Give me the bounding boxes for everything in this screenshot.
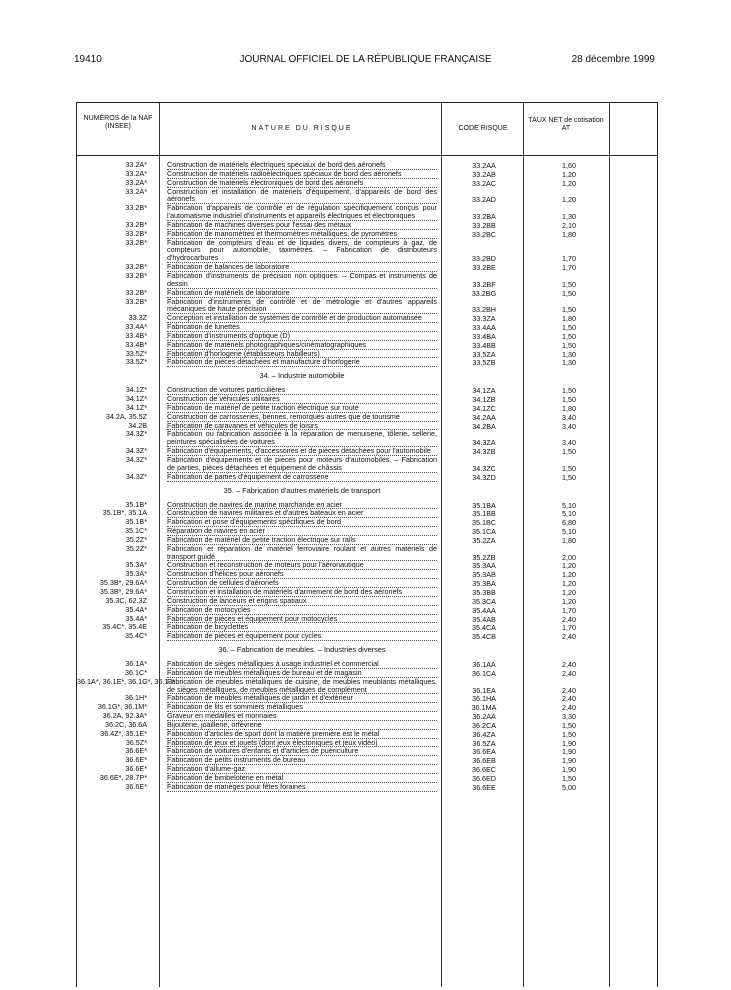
- table-row: [77, 395, 657, 404]
- rate-value: 6,80: [562, 518, 576, 528]
- table-row: [77, 386, 657, 395]
- table-row: [77, 588, 657, 597]
- risk-nature: Fabrication d'instruments de contrôle et de métrologie et d'autres appareils mécaniques de haute précision: [167, 296, 437, 314]
- table-row: [77, 774, 657, 783]
- table-row: [77, 597, 657, 606]
- table-row: [77, 606, 657, 615]
- risk-code: 33.2BB: [472, 220, 496, 230]
- risk-code: 36.6EC: [472, 765, 496, 775]
- rate-value: 3,40: [562, 438, 576, 448]
- naf-code: 33.2B*: [125, 237, 147, 247]
- rate-value: 1,50: [562, 729, 576, 739]
- risk-nature: Fabrication de bicyclettes: [167, 623, 437, 632]
- risk-nature: Construction de véhicules utilitaires: [167, 395, 437, 404]
- rate-value: 1,70: [562, 263, 576, 273]
- risk-nature: Fabrication et réparation de matériel ferroviaire roulant et autres matériels de transport guidé: [167, 543, 437, 561]
- risk-nature: Fabrication de motocycles: [167, 606, 437, 615]
- naf-code: 36.5Z*: [125, 737, 147, 747]
- risk-nature: Construction de carrosseries, bennes, remorques autres que de tourisme: [167, 413, 437, 422]
- table-row: [77, 615, 657, 624]
- table-row: [77, 204, 657, 221]
- risk-nature: Fabrication de meubles métalliques de jardin et d'extérieur: [167, 694, 437, 703]
- table-row: [77, 747, 657, 756]
- rate-value: 3,40: [562, 421, 576, 431]
- naf-code: 36.6E*: [125, 755, 147, 765]
- rate-value: 1,50: [562, 323, 576, 333]
- table-row: [77, 518, 657, 527]
- rate-value: 1,50: [562, 720, 576, 730]
- rate-value: 1,50: [562, 463, 576, 473]
- rate-value: 1,50: [562, 774, 576, 783]
- risk-code: 36.1AA: [472, 660, 496, 670]
- column-header-nature: NATURE DU RISQUE: [251, 125, 353, 132]
- rate-value: 1,20: [562, 596, 576, 606]
- rate-value: 5,10: [562, 527, 576, 537]
- risk-code: 33.2AC: [472, 178, 496, 188]
- naf-code: 35.4A*: [125, 604, 147, 614]
- table-row: [77, 561, 657, 570]
- risk-code: 33.2BA: [472, 212, 496, 222]
- naf-code: 33.5Z*: [125, 348, 147, 358]
- risk-code: 34.2AA: [472, 412, 496, 422]
- risk-nature: Fabrication et pose d'équipements spécifiques de bord: [167, 518, 437, 527]
- risk-code: 35.1BC: [472, 518, 496, 528]
- naf-code: 36.2C, 36.6A: [105, 719, 147, 729]
- rate-value: 1,50: [562, 340, 576, 350]
- risk-code: 33.4AA: [472, 323, 496, 333]
- rate-value: 1,20: [562, 570, 576, 580]
- risk-nature: Fabrication d'équipements et de pièces pour moteurs d'automobiles. – Fabrication de parties, pièces détachées et équipement de châssis: [167, 455, 437, 472]
- table-row: [77, 632, 657, 641]
- risk-code: 35.3CA: [472, 596, 496, 606]
- column-header-taux: TAUX NET de cotisation AT: [528, 117, 604, 132]
- naf-code: 35.3B*, 29.6A*: [99, 578, 147, 588]
- naf-code: 36.1A*: [125, 659, 147, 669]
- risk-nature: Fabrication de compteurs d'eau et de liquides divers, de compteurs à gaz, de compteurs pour automobile, taximètres. – Fabrication de distributeurs d'hydrocarbures: [167, 237, 437, 263]
- naf-code: 36.1H*: [125, 693, 147, 703]
- naf-code: 36.6E*: [125, 746, 147, 756]
- naf-code: 35.3A*: [125, 569, 147, 579]
- rate-value: 5,10: [562, 500, 576, 510]
- naf-code: 35.1B*, 35.1A: [102, 508, 147, 518]
- naf-code: 36.6E*: [125, 781, 147, 791]
- risk-code: 33.2BD: [472, 254, 496, 264]
- risk-nature: Construction de cellules d'aéronefs: [167, 579, 437, 588]
- risk-nature: Fabrication de bimbeloterie en métal: [167, 774, 437, 783]
- table-row: [77, 712, 657, 721]
- naf-code: 36.6E*: [125, 764, 147, 774]
- risk-nature: Fabrication de jeux et jouets (dont jeux électoniques et jeux vidéo): [167, 739, 437, 748]
- rate-value: 2,40: [562, 632, 576, 642]
- naf-code: 33.3Z: [128, 313, 147, 323]
- risk-code: 34.1ZA: [472, 386, 496, 396]
- table-row: [77, 456, 657, 473]
- naf-code: 33.4A*: [125, 322, 147, 332]
- naf-code: 34.1Z*: [125, 385, 147, 395]
- risk-code: 33.2AB: [472, 169, 496, 179]
- naf-code: 34.1Z*: [125, 394, 147, 404]
- naf-code: 33.2A*: [125, 160, 147, 169]
- naf-code: 35.2Z*: [125, 543, 147, 553]
- risk-code: 34.1ZC: [472, 403, 496, 413]
- risk-code: 36.2AA: [472, 712, 496, 722]
- rate-value: 1,70: [562, 605, 576, 615]
- risk-nature: Conception et installation de systèmes de contrôle et de production automatisée: [167, 314, 437, 323]
- naf-code: 33.2B*: [125, 203, 147, 213]
- naf-code: 34.3Z*: [125, 455, 147, 464]
- risk-nature: Construction de matériels radioélectriques spéciaux de bord des aéronefs: [167, 170, 437, 179]
- risk-table: [76, 102, 658, 987]
- naf-code: 35.1C*: [125, 526, 147, 536]
- risk-nature: Fabrication d'équipements, d'accessoires et de pièces détachées pour l'automobile: [167, 447, 437, 456]
- risk-nature: Construction de navires de marine marchande en acier: [167, 501, 437, 510]
- naf-code: 33.2B*: [125, 219, 147, 229]
- rate-value: 5,00: [562, 782, 576, 792]
- risk-nature: Fabrication de machines diverses pour l'essai des métaux: [167, 221, 437, 230]
- column-header-naf: NUMÉROS de la NAF (INSEE): [83, 115, 153, 130]
- table-row: [77, 739, 657, 748]
- risk-nature: Fabrication d'allume-gaz: [167, 765, 437, 774]
- rate-value: 1,50: [562, 331, 576, 341]
- rate-value: 3,40: [562, 412, 576, 422]
- table-row: [77, 509, 657, 518]
- risk-nature: Fabrication de matériel de petite traction électrique sur route: [167, 404, 437, 413]
- table-row: [77, 413, 657, 422]
- naf-code: 35.3A*: [125, 560, 147, 570]
- risk-code: 36.6EB: [472, 756, 496, 766]
- naf-code: 35.3C, 62.3Z: [105, 595, 147, 605]
- rate-value: 1,50: [562, 447, 576, 457]
- risk-nature: Construction et reconstruction de moteurs pour l'aéronautique: [167, 561, 437, 570]
- section-title: 35. – Fabrication d'autres matériels de transport: [223, 485, 381, 495]
- risk-code: 34.2BA: [472, 421, 496, 431]
- table-row: [77, 350, 657, 359]
- rate-value: 1,60: [562, 161, 576, 170]
- risk-code: 35.3BB: [472, 587, 496, 597]
- risk-nature: Construction d'hélices pour aéronefs: [167, 570, 437, 579]
- rate-value: 1,30: [562, 349, 576, 359]
- risk-code: 36.6EE: [472, 782, 496, 792]
- naf-code: 35.4C*, 35.4E: [102, 622, 147, 632]
- table-row: [77, 323, 657, 332]
- rate-value: 2,40: [562, 685, 576, 695]
- risk-nature: Fabrication de matériels de laboratoire: [167, 289, 437, 298]
- risk-code: 33.4BA: [472, 331, 496, 341]
- table-row: [77, 527, 657, 536]
- risk-nature: Fabrication de petits instruments de bureau: [167, 756, 437, 765]
- risk-code: 35.1BB: [472, 509, 496, 519]
- rate-value: 1,70: [562, 623, 576, 633]
- risk-nature: Fabrication de meubles métalliques de bureau et de magasin: [167, 669, 437, 678]
- risk-code: 36.6ED: [472, 774, 496, 783]
- risk-code: 35.1BA: [472, 500, 496, 510]
- risk-code: 36.1EA: [472, 685, 496, 695]
- risk-nature: Construction de voitures particulières: [167, 386, 437, 395]
- rate-value: 1,20: [562, 587, 576, 597]
- naf-code: 34.3Z*: [125, 471, 147, 481]
- naf-code: 35.4C*: [125, 631, 147, 641]
- risk-code: 33.3ZA: [472, 314, 496, 324]
- table-row: [77, 314, 657, 323]
- risk-nature: Fabrication de manomètres et thermomètres métalliques, de pyromètres: [167, 230, 437, 239]
- risk-code: 36.2CA: [472, 720, 496, 730]
- naf-code: 35.1B*: [125, 499, 147, 509]
- risk-nature: Fabrication de meubles métalliques de cuisine, de meubles meublants métalliques, de sièges métalliques, de meubles métalliques de complément: [167, 676, 437, 694]
- table-row: [77, 188, 657, 205]
- naf-code: 33.2B*: [125, 270, 147, 280]
- risk-nature: Construction et installation de matériels d'armement de bord des aéronefs: [167, 588, 437, 597]
- risk-code: 33.2BH: [472, 305, 496, 315]
- table-row: [77, 501, 657, 510]
- table-row: [77, 783, 657, 792]
- risk-code: 35.4AB: [472, 614, 496, 624]
- rate-value: 1,20: [562, 195, 576, 205]
- risk-nature: Construction de matériels électroniques de bord des aéronefs: [167, 179, 437, 188]
- naf-code: 36.2A, 92.3A*: [102, 711, 147, 721]
- naf-code: 36.4Z*, 35.1E*: [100, 728, 147, 738]
- risk-nature: Fabrication de pièces et équipement pour motocycles: [167, 615, 437, 624]
- table-row: [77, 694, 657, 703]
- risk-nature: Fabrication de matériels photographiques/cinématographiques: [167, 341, 437, 350]
- risk-code: 34.3ZA: [472, 438, 496, 448]
- naf-code: 33.4B*: [125, 330, 147, 340]
- naf-code: 36.1G*, 36.1M*: [97, 702, 147, 712]
- rate-value: 1,90: [562, 747, 576, 757]
- rate-value: 2,40: [562, 614, 576, 624]
- risk-code: 35.4AA: [472, 605, 496, 615]
- risk-code: 36.1HA: [472, 694, 496, 704]
- publication-date: 28 décembre 1999: [571, 54, 655, 65]
- naf-code: 35.4A*: [125, 613, 147, 623]
- rate-value: 1,50: [562, 472, 576, 482]
- risk-code: 33.5ZB: [472, 358, 496, 368]
- table-row: [77, 272, 657, 289]
- risk-code: 33.2AA: [472, 161, 496, 170]
- rate-value: 1,80: [562, 535, 576, 545]
- section-title: 34. – Industrie automobile: [259, 371, 345, 381]
- risk-code: 33.2BE: [472, 263, 496, 273]
- rate-value: 5,10: [562, 509, 576, 519]
- naf-code: 35.3B*, 29.6A*: [99, 586, 147, 596]
- rate-value: 1,20: [562, 579, 576, 589]
- risk-code: 33.4BB: [472, 340, 496, 350]
- rate-value: 3,30: [562, 712, 576, 722]
- rate-value: 2,40: [562, 694, 576, 704]
- rate-value: 1,20: [562, 178, 576, 188]
- naf-code: 33.2B*: [125, 262, 147, 272]
- table-row: [77, 358, 657, 367]
- rate-value: 1,50: [562, 386, 576, 396]
- table-row: [77, 570, 657, 579]
- rate-value: 1,20: [562, 561, 576, 571]
- risk-code: 33.2BG: [471, 288, 497, 298]
- section-title: 36. – Fabrication de meubles. – Industries diverses: [218, 645, 386, 655]
- table-row: [77, 660, 657, 669]
- table-body: [77, 161, 657, 792]
- risk-code: 35.3AA: [472, 561, 496, 571]
- naf-code: 34.2A, 35.5Z: [105, 411, 147, 421]
- naf-code: 34.2B: [128, 420, 147, 430]
- naf-code: 34.1Z*: [125, 402, 147, 412]
- page-header: [0, 54, 731, 68]
- risk-code: 34.3ZC: [472, 463, 496, 473]
- risk-code: 36.1CA: [472, 668, 496, 678]
- risk-code: 35.2ZA: [472, 535, 496, 545]
- rate-value: 1,50: [562, 305, 576, 315]
- rate-value: 1,90: [562, 756, 576, 766]
- risk-nature: Fabrication de pièces et équipement pour cycles: [167, 632, 437, 641]
- rate-value: 1,90: [562, 738, 576, 748]
- rate-value: 2,00: [562, 552, 576, 562]
- risk-code: 35.4CB: [472, 632, 496, 642]
- risk-nature: Fabrication de parties d'équipement de carrosserie: [167, 473, 437, 482]
- rate-value: 2,10: [562, 220, 576, 230]
- risk-code: 36.1MA: [471, 703, 497, 713]
- rate-value: 1,80: [562, 403, 576, 413]
- risk-nature: Fabrication de balances de laboratoire: [167, 263, 437, 272]
- risk-nature: Fabrication de voitures d'enfants et d'articles de puériculture: [167, 747, 437, 756]
- risk-nature: Fabrication de matériel de petite traction électrique sur rails: [167, 536, 437, 545]
- table-row: [77, 239, 657, 264]
- risk-code: 33.2BC: [472, 229, 496, 239]
- risk-nature: Fabrication d'instruments de précision non optiques. – Compas et instruments de dessin: [167, 270, 437, 288]
- risk-nature: Fabrication de sièges métalliques à usage industriel et commercial: [167, 660, 437, 669]
- naf-code: 36.1C*: [125, 667, 147, 677]
- naf-code: 33.2A*: [125, 168, 147, 178]
- rate-value: 1,70: [562, 254, 576, 264]
- page-number: 19410: [74, 54, 102, 65]
- rate-value: 1,50: [562, 288, 576, 298]
- risk-nature: Fabrication de pièces détachées et manufacture d'horlogerie: [167, 358, 437, 367]
- naf-code: 33.4B*: [125, 339, 147, 349]
- risk-nature: Bijouterie, joaillerie, orfèvrerie: [167, 721, 437, 730]
- naf-code: 35.2Z*: [125, 534, 147, 544]
- table-row: [77, 545, 657, 562]
- risk-nature: Fabrication ou fabrication associée à la réparation de menuiserie, tôlerie, sellerie, peintures spécialisées de voitures: [167, 429, 437, 447]
- rate-value: 1,30: [562, 358, 576, 368]
- risk-code: 33.2AD: [472, 195, 496, 205]
- table-row: [77, 298, 657, 315]
- risk-nature: Fabrication d'horlogerie (établisseurs habilleurs): [167, 350, 437, 359]
- rate-value: 1,50: [562, 395, 576, 405]
- naf-code: 33.2B*: [125, 287, 147, 297]
- rate-value: 1,30: [562, 212, 576, 222]
- risk-nature: Construction de lanceurs et engins spatiaux: [167, 597, 437, 606]
- table-row: [77, 473, 657, 482]
- naf-code: 33.2B*: [125, 228, 147, 238]
- risk-code: 34.1ZB: [472, 395, 496, 405]
- table-row: [77, 332, 657, 341]
- risk-nature: Fabrication d'articles de sport dont la matière première est le métal: [167, 730, 437, 739]
- risk-code: 35.1CA: [472, 527, 496, 537]
- risk-nature: Construction de navires militaires et d'autres bateaux en acier: [167, 509, 437, 518]
- rate-value: 1,80: [562, 229, 576, 239]
- table-row: [77, 678, 657, 695]
- table-row: [77, 623, 657, 632]
- rate-value: 1,80: [562, 314, 576, 324]
- risk-nature: Fabrication d'instruments d'optique (D): [167, 332, 437, 341]
- rate-value: 2,40: [562, 703, 576, 713]
- naf-code: 36.1A*, 36.1E*, 36.1G*, 36.1J*: [77, 676, 175, 686]
- table-row: [77, 703, 657, 712]
- table-row: [77, 765, 657, 774]
- column-header-code: CODE RISQUE: [458, 125, 508, 132]
- naf-code: 34.3Z*: [125, 429, 147, 439]
- risk-code: 36.6EA: [472, 747, 496, 757]
- rate-value: 1,50: [562, 279, 576, 289]
- naf-code: 33.2A*: [125, 186, 147, 196]
- risk-nature: Fabrication d'appareils de contrôle et de régulation spécifiquement conçus pour l'automatisme industriel d'instruments et appareils électriques et électroniques: [167, 203, 437, 221]
- risk-nature: Construction de matériels électriques spéciaux de bord des aéronefs: [167, 161, 437, 170]
- risk-nature: Fabrication de manèges pour fêtes foraines: [167, 783, 437, 792]
- risk-nature: Fabrication de lits et sommiers métalliques: [167, 703, 437, 712]
- risk-nature: Fabrication de lunettes: [167, 323, 437, 332]
- risk-nature: Graveur en médailles et monnaies: [167, 712, 437, 721]
- risk-code: 36.4ZA: [472, 729, 496, 739]
- naf-code: 33.5Z*: [125, 357, 147, 367]
- risk-code: 33.2BF: [472, 279, 496, 289]
- table-row: [77, 756, 657, 765]
- risk-nature: Réparation de navires en acier: [167, 527, 437, 536]
- naf-code: 36.6E*, 28.7P*: [99, 773, 147, 782]
- table-row: [77, 170, 657, 179]
- risk-code: 34.3ZD: [472, 472, 496, 482]
- rate-value: 2,40: [562, 668, 576, 678]
- table-header: [77, 103, 657, 156]
- naf-code: 33.2B*: [125, 296, 147, 306]
- journal-title: JOURNAL OFFICIEL DE LA RÉPUBLIQUE FRANÇAISE: [239, 54, 492, 65]
- risk-code: 35.4CA: [472, 623, 496, 633]
- naf-code: 34.3Z*: [125, 446, 147, 456]
- risk-code: 36.5ZA: [472, 738, 496, 748]
- naf-code: 35.1B*: [125, 517, 147, 527]
- naf-code: 33.2A*: [125, 177, 147, 187]
- risk-nature: Fabrication de caravanes et véhicules de loisirs: [167, 422, 437, 431]
- rate-value: 2,40: [562, 660, 576, 670]
- risk-code: 34.3ZB: [472, 447, 496, 457]
- risk-code: 35.2ZB: [472, 552, 496, 562]
- risk-code: 35.3BA: [472, 579, 496, 589]
- risk-code: 33.5ZA: [472, 349, 496, 359]
- rate-value: 1,90: [562, 765, 576, 775]
- rate-value: 1,20: [562, 169, 576, 179]
- risk-nature: Construction et installation de matériels d'équipement, d'appareils de bord des aéronefs: [167, 186, 437, 204]
- table-row: [77, 341, 657, 350]
- table-row: [77, 430, 657, 447]
- risk-code: 35.3AB: [472, 570, 496, 580]
